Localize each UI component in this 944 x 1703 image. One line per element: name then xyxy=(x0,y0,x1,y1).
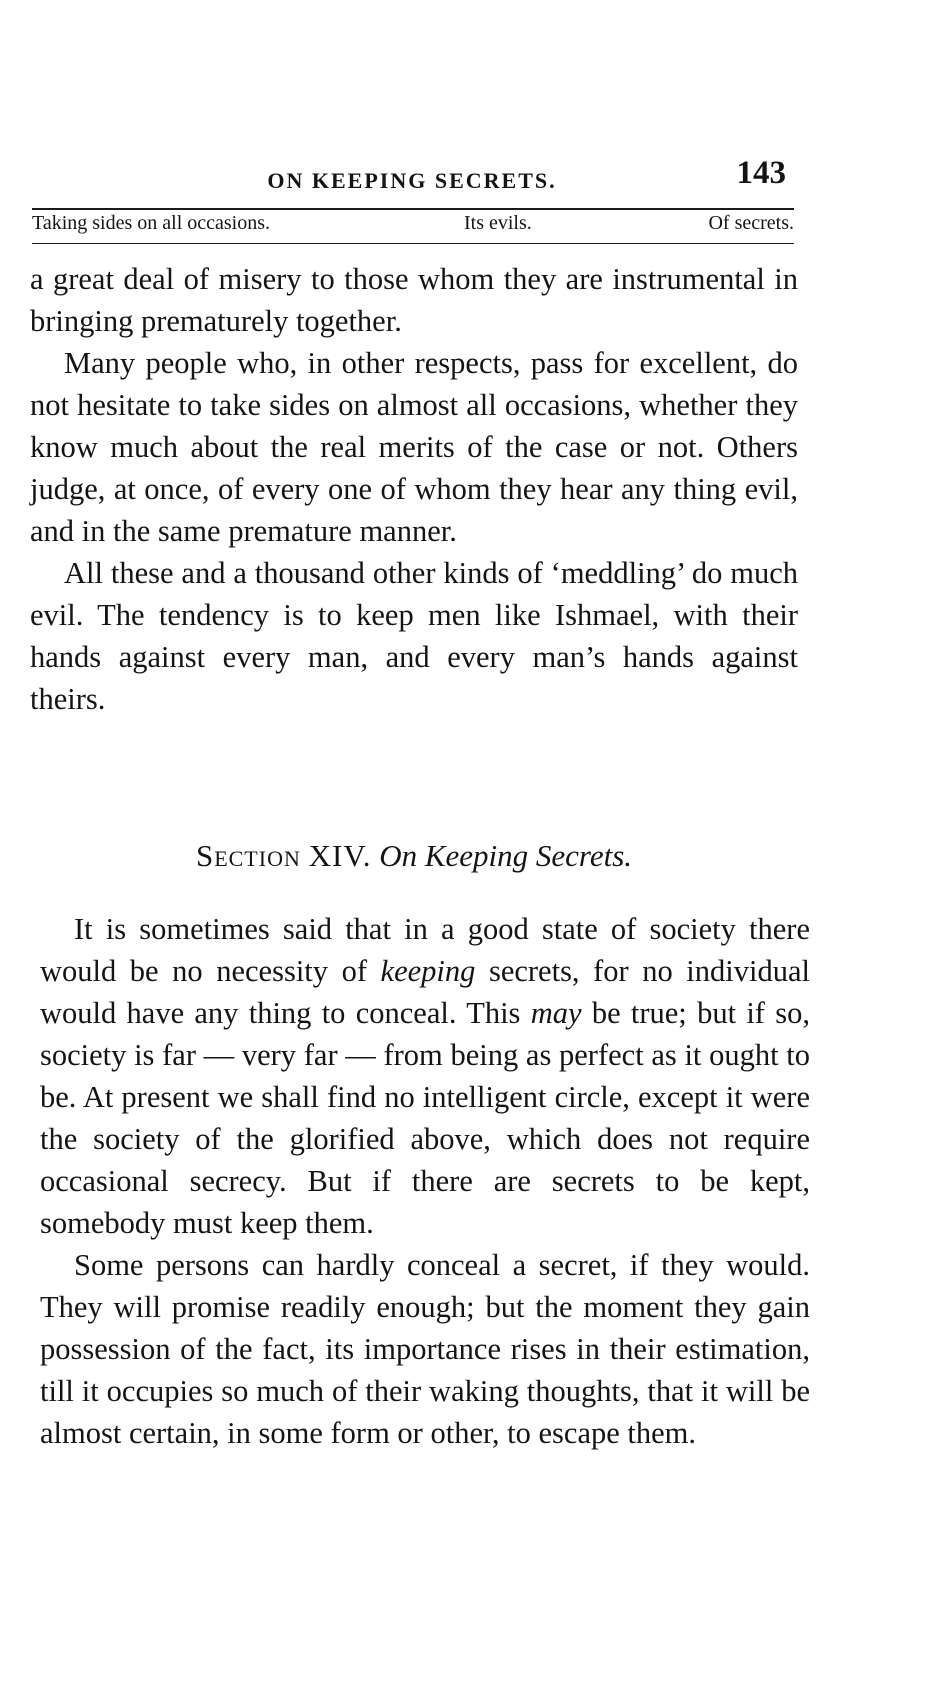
section-heading xyxy=(30,838,798,874)
section-number: XIV. xyxy=(308,838,372,873)
subhead-of-secrets: Of secrets. xyxy=(708,212,794,234)
section-title: On Keeping Secrets. xyxy=(379,838,633,873)
text-block-continuation xyxy=(30,258,798,720)
emphasis-may: may xyxy=(530,996,582,1030)
running-title: ON KEEPING SECRETS. xyxy=(267,168,557,193)
paragraph-good-state-of-society xyxy=(40,908,810,1244)
emphasis-keeping: keeping xyxy=(380,954,476,988)
text-run: be true; but if so, society is far — very far — from being as perfect as it ought to be. At present we shall find no intelligent circle, except it were the society of the glorified above, which does not require occasional secrecy. But if there are secrets to be kept, somebody must keep them. xyxy=(40,996,810,1240)
page-number: 143 xyxy=(736,155,786,191)
header-rule-bottom xyxy=(32,243,794,244)
header-rule-top xyxy=(32,208,794,210)
text-block-section xyxy=(40,908,810,1454)
paragraph-conceal-secret: Some persons can hardly conceal a secret, if they would. They will promise readily enough; but the moment they gain possession of the fact, its importance rises in their estimation, till it occupies so much of their waking thoughts, that it will be almost certain, in some form or other, to escape them. xyxy=(40,1248,810,1450)
paragraph-meddling: All these and a thousand other kinds of ‘meddling’ do much evil. The tendency is to keep men like Ishmael, with their hands against every man, and every man’s hands against theirs. xyxy=(30,556,798,716)
text-run: It is sometimes said that in a good state of society there would be no necessity of xyxy=(40,912,810,988)
running-head xyxy=(32,150,792,200)
paragraph-taking-sides: Many people who, in other respects, pass for excellent, do not hesitate to take sides on almost all occasions, whether they know much about the real merits of the case or not. Others judge, at once, of every one of whom they hear any thing evil, and in the same premature manner. xyxy=(30,346,798,548)
subhead-taking-sides: Taking sides on all occasions. xyxy=(32,212,270,234)
section-label: Section xyxy=(195,838,301,873)
subhead-its-evils: Its evils. xyxy=(464,212,532,234)
paragraph-continuation: a great deal of misery to those whom they are instrumental in bringing prematurely together. xyxy=(30,262,798,338)
text-run: secrets, for no individual would have any thing to conceal. This xyxy=(40,954,810,1030)
marginal-subheads xyxy=(32,212,794,242)
